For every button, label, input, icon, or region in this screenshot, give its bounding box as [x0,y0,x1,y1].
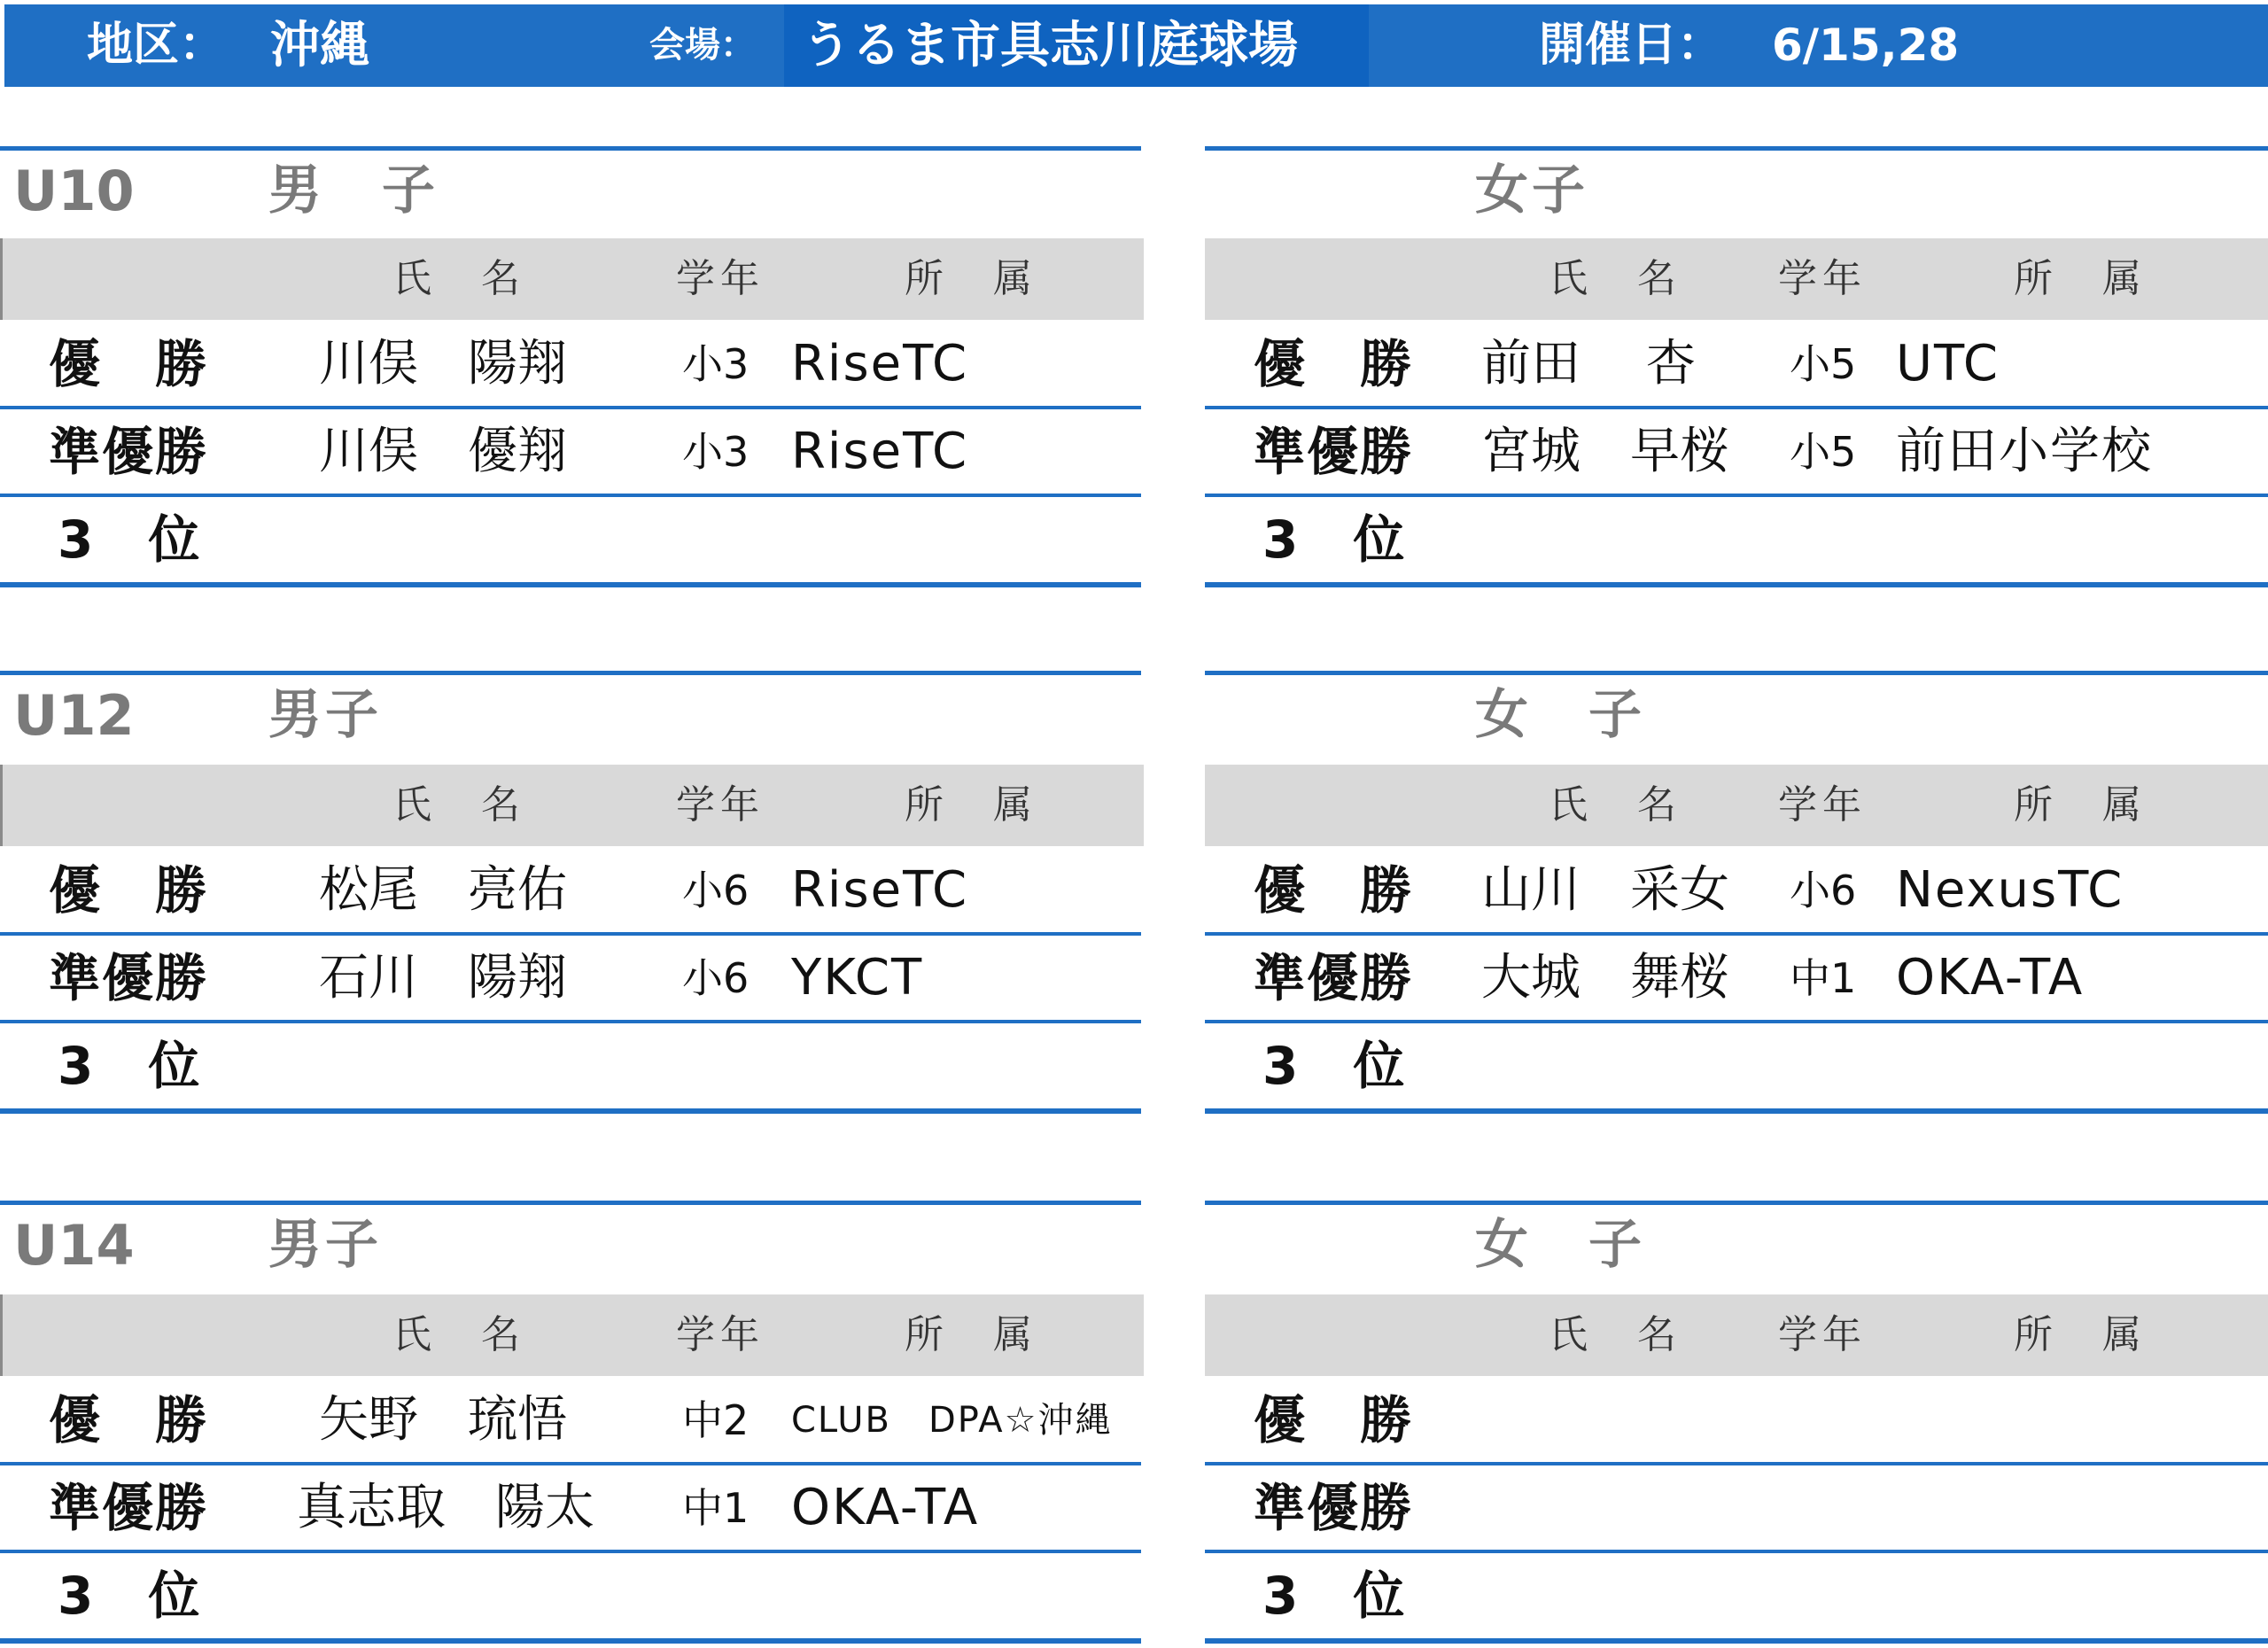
player-name: 大城 舞桜 [1481,949,1729,1007]
player-grade: 小3 [682,428,750,476]
results-panel-boys [0,671,1141,1110]
date-value: 6/15,28 [1772,19,1960,71]
section-bottom-rule [1205,1638,2268,1644]
panel-top-rule [0,146,1141,151]
section-bottom-rule [1205,1108,2268,1114]
gender-title: 女子 [1475,159,1588,222]
age-category: U14 [13,1213,135,1278]
section-bottom-rule [0,582,1141,587]
column-header-row [1205,765,2268,846]
col-name-header: 氏 名 [392,1312,525,1357]
winner-row [1205,322,2268,407]
player-grade: 小6 [1790,867,1857,914]
col-grade-header: 学年 [676,1312,765,1357]
player-name: 山川 采女 [1481,861,1729,919]
col-name-header: 氏 名 [392,256,525,301]
venue-value: うるま市具志川庭球場 [802,17,1298,74]
gender-title: 男子 [268,684,382,746]
place-label-winner: 優 勝 [1254,334,1414,394]
section-bottom-rule [1205,582,2268,587]
runner-up-row [1205,409,2268,494]
column-header-row [0,765,1144,846]
player-name: 石川 陽翔 [319,949,567,1007]
place-label-third: 3 位 [1262,1566,1407,1626]
column-header-row [0,1294,1144,1376]
panel-top-rule [0,671,1141,675]
place-label-winner: 優 勝 [1254,1390,1414,1450]
col-team-header: 所 属 [905,1312,1037,1357]
place-label-runner-up: 準優勝 [49,1478,209,1538]
col-name-header: 氏 名 [1549,782,1682,828]
place-label-winner: 優 勝 [1254,860,1414,921]
winner-row [0,322,1141,407]
age-category: U10 [13,159,135,223]
winner-row [1205,848,2268,933]
col-grade-header: 学年 [676,782,765,828]
player-grade: 小6 [682,954,750,1002]
player-team: OKA-TA [791,1479,980,1536]
player-grade: 小6 [682,867,750,914]
player-name: 矢野 琉悟 [319,1391,567,1449]
player-name: 真志取 陽太 [297,1479,594,1536]
col-team-header: 所 属 [905,256,1037,301]
player-name: 川俣 優翔 [319,423,567,480]
col-name-header: 氏 名 [1549,256,1682,301]
place-label-runner-up: 準優勝 [1254,422,1414,482]
panel-top-rule [1205,1201,2268,1205]
col-grade-header: 学年 [676,256,765,301]
place-label-third: 3 位 [58,1566,202,1626]
third-place-row [0,497,1141,582]
third-place-row [1205,497,2268,582]
col-team-header: 所 属 [2014,256,2147,301]
column-header-row [1205,1294,2268,1376]
place-label-third: 3 位 [1262,1036,1407,1096]
winner-row [0,1378,1141,1463]
results-panel-girls [1205,671,2268,1110]
player-grade: 小5 [1790,340,1857,388]
player-grade: 中1 [1790,954,1857,1002]
panel-top-rule [0,1201,1141,1205]
player-grade: 中2 [682,1396,750,1444]
player-team: UTC [1896,335,2000,393]
region-value: 沖縄 [270,17,369,74]
gender-title: 男 子 [268,159,439,222]
player-name: 前田 杏 [1481,335,1696,393]
panel-top-rule [1205,671,2268,675]
player-team: YKCT [791,949,924,1007]
runner-up-row [1205,936,2268,1021]
runner-up-row [0,1465,1141,1551]
player-team: RiseTC [791,423,969,480]
player-name: 松尾 亮佑 [319,861,567,919]
player-name: 川俣 陽翔 [319,335,567,393]
col-team-header: 所 属 [905,782,1037,828]
gender-title: 女 子 [1475,1214,1645,1276]
col-team-header: 所 属 [2014,782,2147,828]
player-team: RiseTC [791,335,969,393]
col-team-header: 所 属 [2014,1312,2147,1357]
col-name-header: 氏 名 [392,782,525,828]
results-panel-girls [1205,1201,2268,1640]
runner-up-row [1205,1465,2268,1551]
place-label-winner: 優 勝 [49,334,209,394]
winner-row [1205,1378,2268,1463]
player-team: CLUB DPA☆沖縄 [791,1400,1113,1441]
age-category: U12 [13,683,135,748]
results-panel-girls [1205,146,2268,586]
venue-label: 会場： [649,25,756,66]
player-team: NexusTC [1896,861,2124,919]
player-grade: 小5 [1790,428,1857,476]
col-grade-header: 学年 [1778,782,1867,828]
header-bar [4,4,2268,87]
section-bottom-rule [0,1108,1141,1114]
column-header-row [1205,238,2268,320]
player-name: 宮城 早桜 [1481,423,1729,480]
place-label-third: 3 位 [58,509,202,570]
player-team: OKA-TA [1896,949,2085,1007]
third-place-row [0,1023,1141,1108]
date-label: 開催日： [1539,19,1724,72]
player-grade: 中1 [682,1484,750,1532]
region-label: 地区： [87,19,226,72]
runner-up-row [0,936,1141,1021]
place-label-winner: 優 勝 [49,860,209,921]
results-panel-boys [0,1201,1141,1640]
place-label-third: 3 位 [58,1036,202,1096]
winner-row [0,848,1141,933]
place-label-third: 3 位 [1262,509,1407,570]
gender-title: 男子 [268,1214,382,1276]
column-header-row [0,238,1144,320]
gender-title: 女 子 [1475,684,1645,746]
results-panel-boys [0,146,1141,586]
player-grade: 小3 [682,340,750,388]
place-label-winner: 優 勝 [49,1390,209,1450]
panel-top-rule [1205,146,2268,151]
col-grade-header: 学年 [1778,1312,1867,1357]
third-place-row [1205,1023,2268,1108]
section-bottom-rule [0,1638,1141,1644]
place-label-runner-up: 準優勝 [1254,1478,1414,1538]
runner-up-row [0,409,1141,494]
place-label-runner-up: 準優勝 [49,422,209,482]
third-place-row [0,1553,1141,1638]
col-grade-header: 学年 [1778,256,1867,301]
player-team: RiseTC [791,861,969,919]
col-name-header: 氏 名 [1549,1312,1682,1357]
third-place-row [1205,1553,2268,1638]
place-label-runner-up: 準優勝 [49,948,209,1008]
place-label-runner-up: 準優勝 [1254,948,1414,1008]
player-team: 前田小学校 [1896,423,2153,480]
